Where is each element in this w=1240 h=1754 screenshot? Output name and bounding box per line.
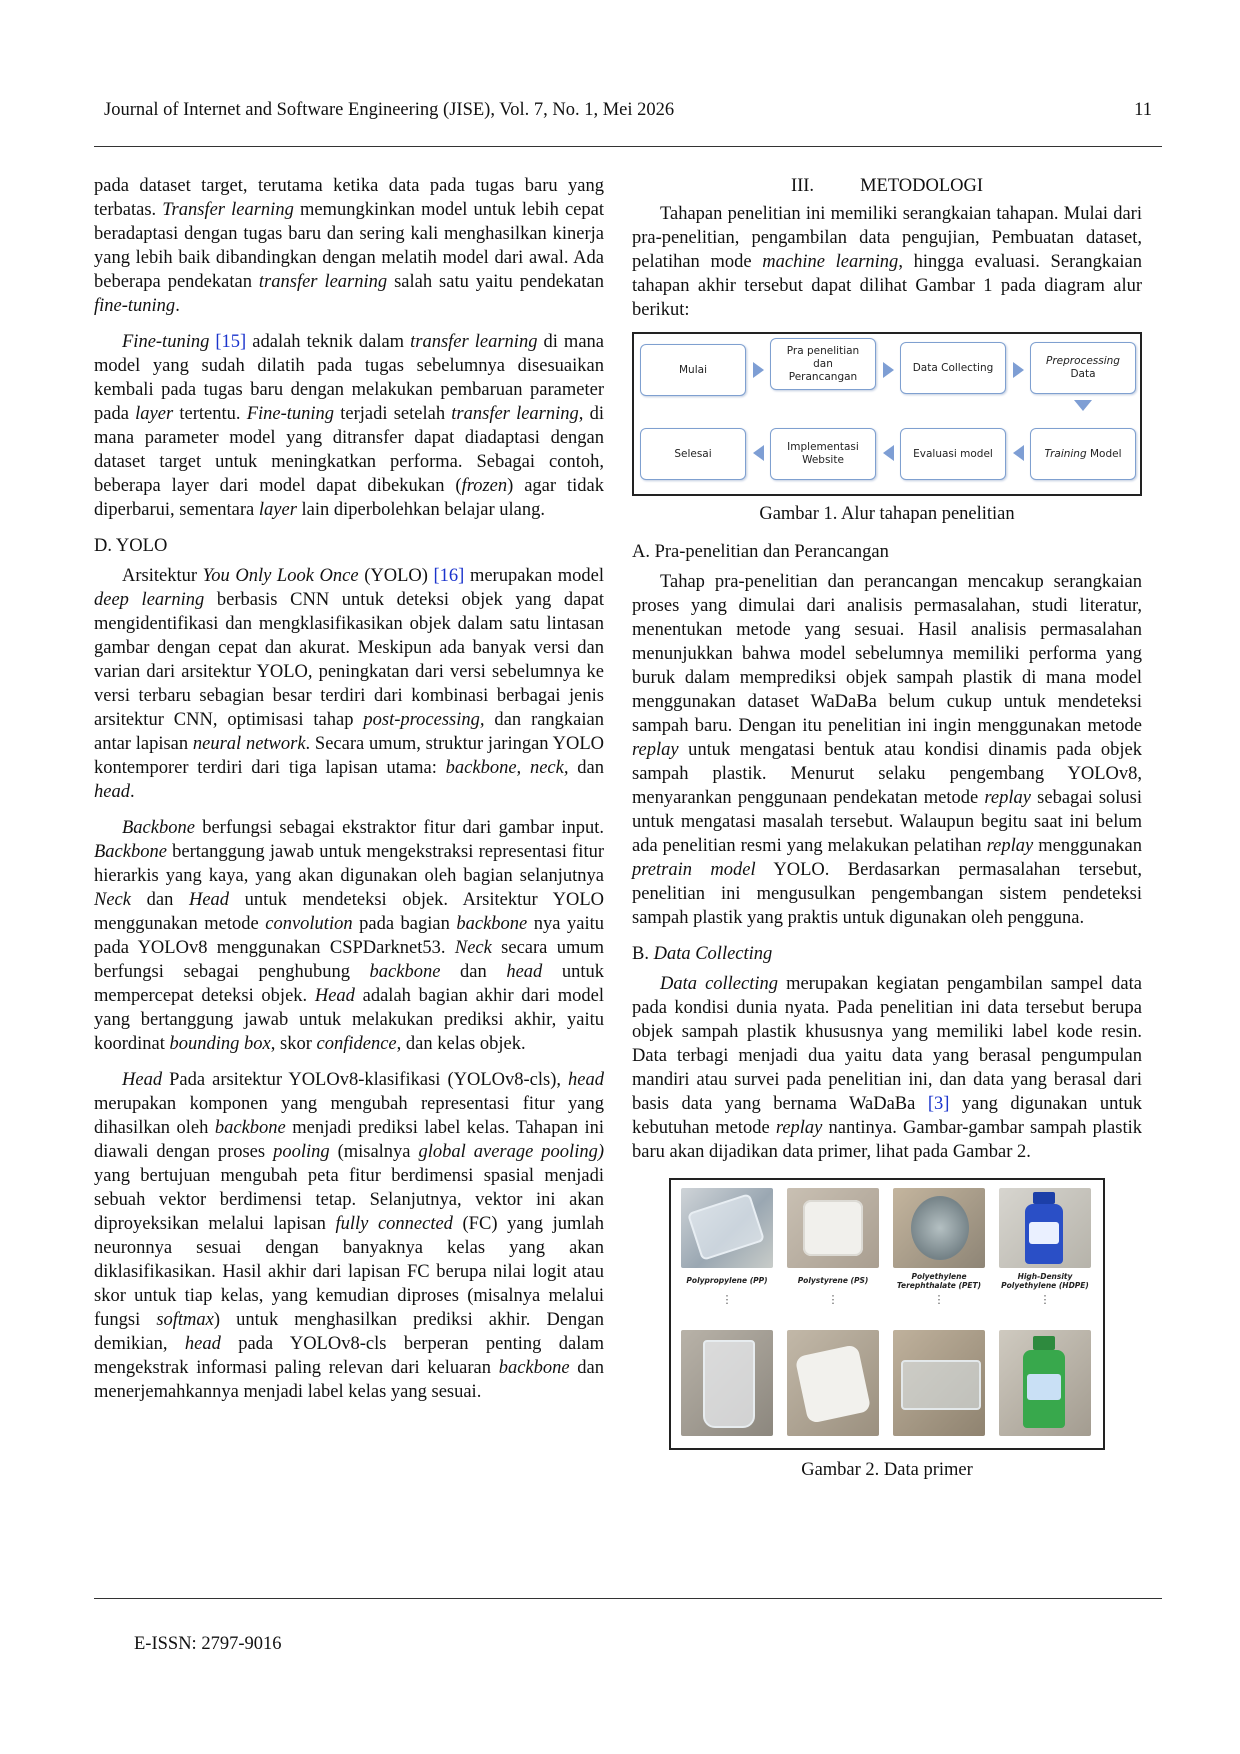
citation-link[interactable]: [15] [215, 332, 247, 352]
left-column [94, 174, 604, 1404]
flow-node-evaluasi: Evaluasi model [900, 428, 1006, 480]
vertical-ellipsis-icon: ⋮ [721, 1293, 733, 1306]
footer-issn: E-ISSN: 2797-9016 [134, 1634, 282, 1654]
section-heading-data-collecting: B. Data Collecting [632, 944, 773, 964]
journal-title: Journal of Internet and Software Engineering (JISE), Vol. 7, No. 1, Mei 2026 [104, 100, 675, 120]
label-hdpe: High-Density Polyethylene (HDPE) [1001, 1272, 1089, 1290]
flow-node-data-collecting: Data Collecting [900, 342, 1006, 394]
figure-2-caption: Gambar 2. Data primer [801, 1460, 973, 1480]
vertical-ellipsis-icon: ⋮ [1039, 1293, 1051, 1306]
arrow-down-icon [1074, 400, 1092, 411]
section-heading-pra-penelitian: A. Pra-penelitian dan Perancangan [632, 542, 889, 562]
section-heading-yolo: D. YOLO [94, 536, 168, 556]
citation-link[interactable]: [16] [433, 566, 465, 586]
photo-hdpe-bottle-green [999, 1330, 1091, 1436]
flow-node-implementasi: Implementasi Website [770, 428, 876, 480]
arrow-left-icon [753, 445, 764, 461]
figure-2-data-primer [669, 1178, 1105, 1450]
paragraph-head: Head Pada arsitektur YOLOv8-klasifikasi (YOLOv8-cls), head merupakan komponen yang mengubah representasi fitur yang dihasilkan oleh backbone menjadi prediksi label kelas. Tahapan ini diawali dengan proses pooling (misalnya global average pooling) yang bertujuan mengubah peta fitur berdimensi spasial menjadi sebuah vektor berdimensi tetap. Selanjutnya, vektor ini akan diproyeksikan melalui lapisan fully connected (FC) yang jumlah neuronnya sesuai dengan banyaknya kelas yang akan diklasifikasikan. Hasil akhir dari lapisan FC berupa nilai logit atau skor untuk tiap kelas, yang kemudian diproses (misalnya melalui fungsi softmax) untuk menghasilkan prediksi akhir. Dengan demikian, head pada YOLOv8-cls berperan penting dalam mengekstrak informasi paling relevan dari keluaran backbone dan menerjemahkannya menjadi label kelas yang sesuai. [94, 1070, 604, 1402]
photo-pp-cup [681, 1330, 773, 1436]
flow-node-mulai: Mulai [640, 344, 746, 396]
arrow-left-icon [883, 445, 894, 461]
vertical-ellipsis-icon: ⋮ [827, 1293, 839, 1306]
figure-1-caption: Gambar 1. Alur tahapan penelitian [759, 504, 1015, 524]
vertical-ellipsis-icon: ⋮ [933, 1293, 945, 1306]
photo-pet-tray [893, 1330, 985, 1436]
label-pet: Polyethylene Terephthalate (PET) [896, 1272, 982, 1290]
flow-node-training: Training Model [1030, 428, 1136, 480]
flowchart-figure [632, 332, 1142, 496]
paragraph-transfer-learning: pada dataset target, terutama ketika data pada tugas baru yang terbatas. Transfer learning memungkinkan model untuk lebih cepat beradaptasi dengan tugas baru dan sering kali menghasilkan kinerja yang lebih baik dibandingkan dengan melatih model dari awal. Ada beberapa pendekatan transfer learning salah satu yaitu pendekatan fine-tuning. [94, 176, 604, 316]
flow-node-pra-penelitian: Pra penelitian dan Perancangan [770, 338, 876, 390]
photo-hdpe-bottle [999, 1188, 1091, 1268]
flow-node-selesai: Selesai [640, 428, 746, 480]
label-ps: Polystyrene (PS) [797, 1276, 869, 1285]
paragraph-fine-tuning: Fine-tuning [15] adalah teknik dalam transfer learning di mana model yang sudah dilatih pada tugas sebelumnya disesuaikan kembali pada tugas baru dengan melakukan pembaruan parameter pada layer tertentu. Fine-tuning terjadi setelah transfer learning, di mana parameter model yang ditransfer dapat diadaptasi dengan dataset target untuk meningkatkan performa. Sebagai contoh, beberapa layer dari model dapat dibekukan (frozen) agar tidak diperbarui, sementara layer lain diperbolehkan belajar ulang. [94, 332, 605, 520]
paragraph-tahapan: Tahapan penelitian ini memiliki serangkaian tahapan. Mulai dari pra-penelitian, pengambilan data pengujian, Pembuatan dataset, pelatihan mode machine learning, hingga evaluasi. Serangkaian tahapan akhir tersebut dapat dilihat Gambar 1 pada diagram alur berikut: [632, 204, 1142, 320]
label-pp: Polypropylene (PP) [686, 1276, 768, 1285]
paragraph-backbone: Backbone berfungsi sebagai ekstraktor fitur dari gambar input. Backbone bertanggung jawab untuk mengekstraksi representasi fitur hierarkis yang kaya, yang akan digunakan oleh bagian selanjutnya Neck dan Head untuk mendeteksi objek. Arsitektur YOLO menggunakan metode convolution pada bagian backbone nya yaitu pada YOLOv8 menggunakan CSPDarknet53. Neck secara umum berfungsi sebagai penghubung backbone dan head untuk mempercepat deteksi objek. Head adalah bagian akhir dari model yang bertanggung jawab untuk melakukan prediksi akhir, yaitu koordinat bounding box, skor confidence, dan kelas objek. [94, 818, 605, 1054]
page-number: 11 [1134, 100, 1152, 120]
citation-link[interactable]: [3] [927, 1094, 950, 1114]
arrow-right-icon [753, 362, 764, 378]
arrow-left-icon [1013, 445, 1024, 461]
paragraph-yolo-architecture: Arsitektur You Only Look Once (YOLO) [16] merupakan model deep learning berbasis CNN untuk deteksi objek yang dapat mengidentifikasi dan mengklasifikasikan objek dalam satu lintasan gambar dengan cepat dan akurat. Meskipun ada banyak versi dan varian dari arsitektur YOLO, peningkatan dari versi sebelumnya ke versi terbaru sebagian besar terdiri dari kombinasi berbagai jenis arsitektur CNN, optimisasi tahap post-processing, dan rangkaian antar lapisan neural network. Secara umum, struktur jaringan YOLO kontemporer terdiri dari tiga lapisan utama: backbone, neck, dan head. [94, 566, 604, 802]
photo-ps-container [787, 1188, 879, 1268]
section-heading-metodologi: III. METODOLOGI [790, 176, 984, 196]
arrow-right-icon [883, 362, 894, 378]
arrow-right-icon [1013, 362, 1024, 378]
photo-pet-bottle [893, 1188, 985, 1268]
paragraph-pra-penelitian: Tahap pra-penelitian dan perancangan mencakup serangkaian proses yang dimulai dari analisis permasalahan, studi literatur, menentukan metode yang sesuai. Hasil analisis permasalahan menunjukkan bahwa model sebelumnya memiliki performa yang buruk dalam memprediksi objek sampah plastik di mana model menggunakan dataset WaDaBa belum cukup untuk mendeteksi sampah baru. Dengan itu penelitian ini ingin menggunakan metode replay untuk mengatasi bentuk atau kondisi dinamis pada objek sampah plastik. Menurut selaku pengembang YOLOv8, menyarankan penggunaan pendekatan metode replay sebagai solusi untuk mengatasi masalah tersebut. Walaupun begitu saat ini belum ada penelitian resmi yang melakukan pelatihan replay menggunakan pretrain model YOLO. Berdasarkan permasalahan tersebut, penelitian ini mengusulkan pengembangan sistem pendeteksi sampah plastik yang praktis untuk digunakan oleh pengguna. [632, 572, 1143, 928]
footer-rule [94, 1598, 1162, 1599]
header-rule [94, 146, 1162, 147]
photo-pp-container [681, 1188, 773, 1268]
flow-node-preprocessing: Preprocessing Data [1030, 342, 1136, 394]
right-column [632, 174, 1142, 1482]
paragraph-data-collecting: Data collecting merupakan kegiatan pengambilan sampel data pada kondisi dunia nyata. Pada penelitian ini data tersebut berupa objek sampah plastik khususnya yang memiliki label kode resin. Data terbagi menjadi dua yaitu data yang berasal pengumpulan mandiri atau survei pada penelitian ini, dan data yang berasal dari basis data yang bernama WaDaBa [3] yang digunakan untuk kebutuhan metode replay nantinya. Gambar-gambar sampah plastik baru akan dijadikan data primer, lihat pada Gambar 2. [632, 974, 1142, 1162]
photo-ps-tray [787, 1330, 879, 1436]
